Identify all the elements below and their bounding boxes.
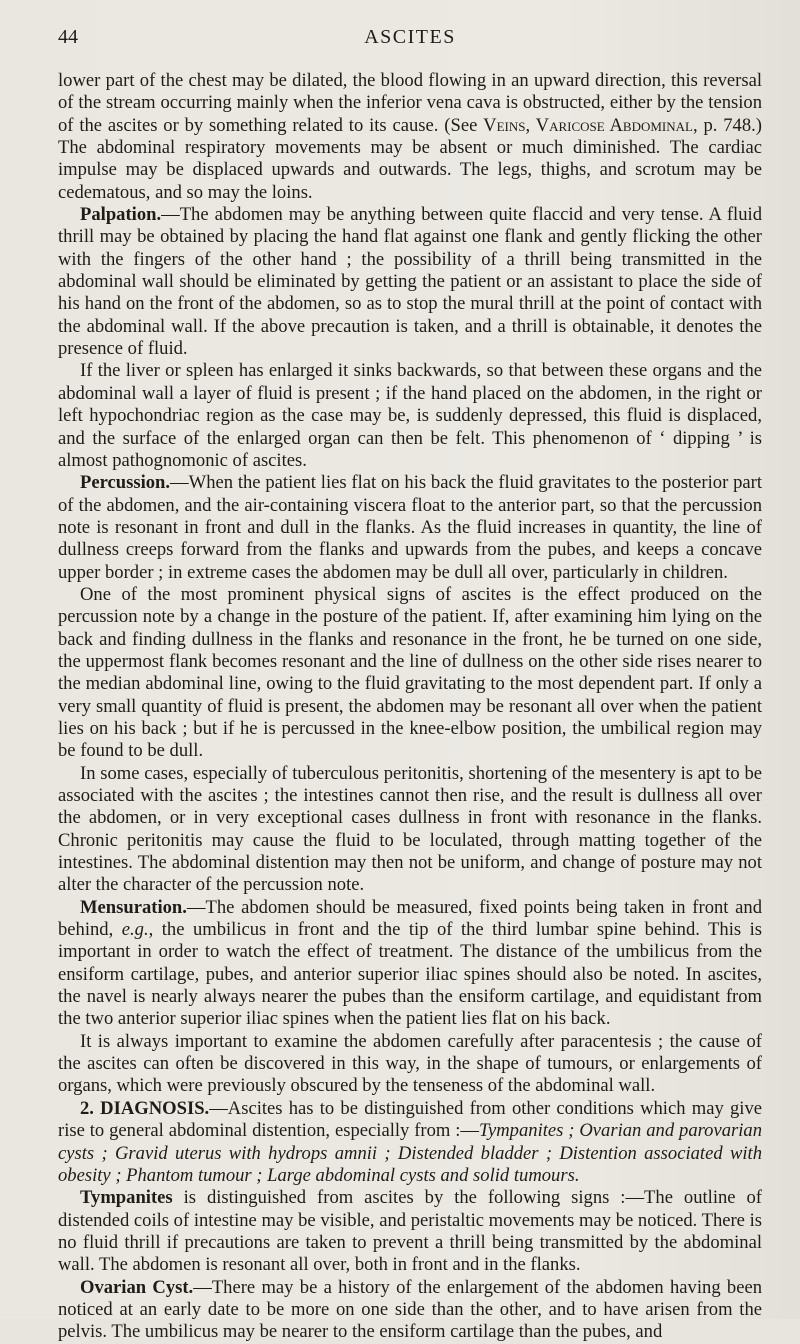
section-heading: Percussion. xyxy=(80,472,171,494)
section-heading: Ovarian Cyst. xyxy=(80,1276,194,1298)
paragraph-diagnosis: 2. DIAGNOSIS.—Ascites has to be distinguished from other conditions which may give rise to general abdominal distention, especially from :—Tympanites ; Ovarian and parovarian cysts ; Gravid uterus with hydrops amnii ; Distended bladder ; Distention associated with obesity ; Phantom tumour ; Large abdominal cysts and solid tumours. xyxy=(58,1097,763,1186)
body-text xyxy=(58,70,762,1344)
paragraph: lower part of the chest may be dilated, the blood flowing in an upward direction, this reversal of the stream occurring mainly when the inferior vena cava is obstructed, either by the tension of the ascites or by something related to its cause. (See Veins, Varicose Abdominal, p. 748.) The abdominal respiratory movements may be absent or much diminished. The cardiac impulse may be displaced upwards and outwards. The legs, thighs, and scrotum may be cedematous, and so may the loins. xyxy=(58,70,762,203)
paragraph: If the liver or spleen has enlarged it sinks backwards, so that between these organs and the abdominal wall a layer of fluid is present ; if the hand placed on the abdomen, in the right or left hypochondriac region as the case may be, is suddenly depressed, this fluid is displaced, and the surface of the enlarged organ can then be felt. This phenomenon of ‘ dipping ’ is almost pathognomonic of ascites. xyxy=(58,360,762,471)
paragraph: It is always important to examine the abdomen carefully after paracentesis ; the cause of the ascites can often be discovered in this way, in the shape of tumours, or enlargements of organs, which were previously obscured by the tenseness of the abdominal wall. xyxy=(58,1030,762,1097)
paragraph-percussion: Percussion.—When the patient lies flat on his back the fluid gravitates to the posterior part of the abdomen, and the air-containing viscera float to the anterior part, so that the percussion note is resonant in front and dull in the flanks. As the fluid increases in quantity, the line of dullness creeps forward from the flanks and upwards from the pubes, and keeps a concave upper border ; in extreme cases the abdomen may be dull all over, particularly in children. xyxy=(58,472,762,583)
running-title: ASCITES xyxy=(364,26,456,48)
paragraph: One of the most prominent physical signs of ascites is the effect produced on the percussion note by a change in the posture of the patient. If, after examining him lying on the back and finding dullness in the flanks and resonance in the front, he be turned on one side, the uppermost flank becomes resonant and the line of dullness on the other side rises nearer to the median abdominal line, owing to the fluid gravitating to the most dependent part. If only a very small quantity of fluid is present, the abdomen may be resonant all over when the patient lies on his back ; but if he is percussed in the knee-elbow position, the umbilical region may be found to be dull. xyxy=(58,583,762,762)
cross-reference: Veins, Varicose Abdominal xyxy=(483,114,693,136)
running-head xyxy=(58,26,762,52)
diagnosis-list: Tympanites ; Ovarian and parovarian cysts ; Gravid uterus with hydrops amnii ; Distended bladder ; Distention associated with obesity ; Phantom tumour ; Large abdominal cysts and solid tumours. xyxy=(58,1120,763,1186)
paragraph-palpation: Palpation.—The abdomen may be anything between quite flaccid and very tense. A fluid thrill may be obtained by placing the hand flat against one flank and gently flicking the other with the fingers of the other hand ; the possibility of a thrill being transmitted in the abdominal wall should be eliminated by getting the patient or an assistant to place the side of his hand on the front of the abdomen, so as to stop the mural thrill at the point of contact with the abdominal wall. If the above precaution is taken, and a thrill is obtainable, it denotes the presence of fluid. xyxy=(58,204,762,360)
section-heading: Mensuration. xyxy=(80,896,187,918)
section-heading: Tympanites xyxy=(80,1187,173,1209)
paragraph-mensuration: Mensuration.—The abdomen should be measured, fixed points being taken in front and behind, e.g., the umbilicus in front and the tip of the third lumbar spine behind. This is important in order to watch the effect of treatment. The distance of the umbilicus from the ensiform cartilage, pubes, and anterior superior iliac spines should also be noted. In ascites, the navel is nearly always nearer the pubes than the ensiform cartilage, and equidistant from the two anterior superior iliac spines when the patient lies flat on his back. xyxy=(58,896,763,1030)
page-number: 44 xyxy=(58,26,78,48)
section-heading: 2. DIAGNOSIS. xyxy=(80,1097,210,1119)
paragraph-tympanites: Tympanites is distinguished from ascites by the following signs :—The outline of distended coils of intestine may be visible, and peristaltic movements may be noticed. There is no fluid thrill if precautions are taken to prevent a thrill being transmitted by the abdominal wall. The abdomen is resonant all over, both in front and in the flanks. xyxy=(58,1187,762,1276)
paragraph-ovarian-cyst: Ovarian Cyst.—There may be a history of the enlargement of the abdomen having been noticed at an early date to be more on one side than the other, and to have arisen from the pelvis. The umbilicus may be nearer to the ensiform cartilage than the pubes, and xyxy=(58,1276,763,1343)
paragraph: In some cases, especially of tuberculous peritonitis, shortening of the mesentery is apt to be associated with the ascites ; the intestines cannot then rise, and the result is dullness all over the abdomen, or in very exceptional cases dullness in front with resonance in the flanks. Chronic peritonitis may cause the fluid to be loculated, through matting together of the intestines. The abdominal distention may then not be uniform, and change of posture may not alter the character of the percussion note. xyxy=(58,762,762,896)
section-heading: Palpation. xyxy=(80,204,162,226)
